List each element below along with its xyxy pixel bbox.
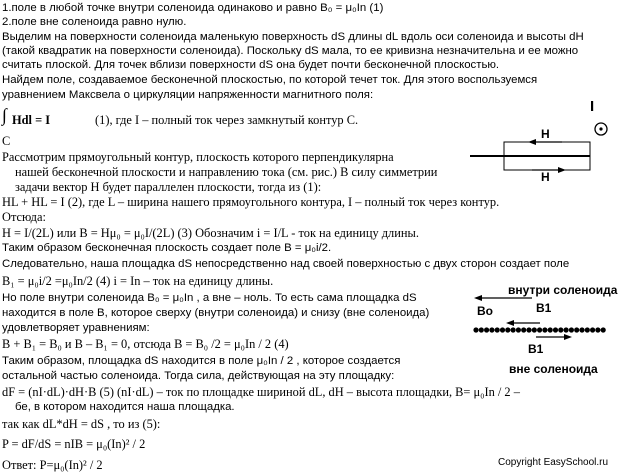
surface-dot <box>548 327 553 332</box>
answer-line: Ответ: P=μ₀(In)² / 2 <box>2 458 103 472</box>
surface-dot <box>564 327 569 332</box>
text-line-25: dF = (nI·dL)·dH·B (5) (nI·dL) – ток по площадке шириной dL, dH – высота площадки, B= μ₀In / 2 – <box>2 385 520 399</box>
surface-dot <box>516 327 521 332</box>
b0-label: Bo <box>477 304 493 318</box>
inside-arrowhead <box>474 295 482 301</box>
surface-dot <box>558 327 563 332</box>
b1-label-bottom: B1 <box>528 342 544 356</box>
text-line-1: 1.поле в любой точке внутри соленоида одинаково и равно B₀ = μ₀In (1) <box>2 2 384 14</box>
contour-label: С <box>2 134 11 148</box>
surface-dot <box>579 327 584 332</box>
surface-dot <box>542 327 547 332</box>
surface-dot <box>511 327 516 332</box>
surface-dot <box>521 327 526 332</box>
text-line-23: Таким образом, площадка dS находится в поле μ₀In / 2 , которое создается <box>2 355 401 367</box>
text-line-26: бе, в котором находится наша площадка. <box>15 401 235 413</box>
text-line-17: Следовательно, наша площадка dS непосредственно над своей поверхностью с двух сторон создает поле <box>2 258 570 270</box>
text-line-12: задачи вектор H будет параллелен плоскости, тогда из (1): <box>15 180 322 194</box>
text-line-16: Таким образом бесконечная плоскость создает поле B = μ₀i/2. <box>2 242 332 254</box>
text-line-19: Но поле внутри соленоида B₀ = μ₀In , а вне – ноль. То есть сама площадка dS <box>2 292 417 304</box>
text-line-7: уравнением Максвела о циркуляции напряженности магнитного поля: <box>2 89 374 101</box>
current-out-dot <box>599 127 602 130</box>
b1-arrowhead-top <box>506 320 514 326</box>
surface-dots <box>473 327 605 332</box>
h-label-top: H <box>541 127 550 141</box>
text-line-18: B₁ = μ₀i/2 =μ₀In/2 (4) i = In – ток на единицу длины. <box>2 274 274 288</box>
integral-sign: ∫ <box>2 105 7 125</box>
text-line-28: P = dF/dS = nIB = μ₀(In)² / 2 <box>2 437 146 451</box>
h-label-bottom: H <box>541 170 550 184</box>
outside-solenoid-label: вне соленоида <box>509 362 598 376</box>
text-line-21: удовлетворяет уравнениям: <box>2 322 150 334</box>
surface-dot <box>590 327 595 332</box>
surface-dot <box>569 327 574 332</box>
surface-dot <box>585 327 590 332</box>
h-arrowhead-top <box>528 139 536 145</box>
surface-dot <box>473 327 478 332</box>
b1-label-top: B1 <box>536 301 552 315</box>
surface-dot <box>595 327 600 332</box>
surface-dot <box>526 327 531 332</box>
surface-dot <box>495 327 500 332</box>
surface-dot <box>500 327 505 332</box>
text-line-27: так как dL*dH = dS , то из (5): <box>2 417 161 431</box>
surface-dot <box>537 327 542 332</box>
surface-dot <box>601 327 606 332</box>
text-line-15: H = I/(2L) или B = Hμ₀ = μ₀I/(2L) (3) Обозначим i = I/L - ток на единицу длины. <box>2 226 419 240</box>
text-line-10: Рассмотрим прямоугольный контур, плоскость которого перпендикулярна <box>2 150 394 164</box>
surface-dot <box>574 327 579 332</box>
circulation-note: (1), где I – полный ток через замкнутый контур С. <box>95 113 359 127</box>
text-line-14: Отсюда: <box>2 210 46 224</box>
text-line-20: находится в поле B, которое сверху (внутри соленоида) и снизу (вне соленоида) <box>2 307 430 319</box>
h-arrowhead-bottom <box>558 167 566 173</box>
copyright-text: Copyright EasySchool.ru <box>498 457 609 468</box>
text-line-11: нашей бесконечной плоскости и направлению тока (см. рис.) В силу симметрии <box>15 165 438 179</box>
current-label: I <box>590 98 595 115</box>
text-line-24: остальной частью соленоида. Тогда сила, действующая на эту площадку: <box>2 370 395 382</box>
text-line-4: (такой квадратик на поверхности соленоида). Поскольку dS мала, то ее кривизна незначительна и ее можно <box>2 45 579 57</box>
text-line-6: Найдем поле, создаваемое бесконечной плоскостью, по которой течет ток. Для этого воспользуемся <box>2 74 538 86</box>
surface-dot <box>505 327 510 332</box>
surface-dot <box>532 327 537 332</box>
text-line-13: HL + HL = I (2), где L – ширина нашего прямоугольного контура, I – полный ток через контур. <box>2 195 500 209</box>
circulation-formula: Hdl = I <box>12 113 51 127</box>
inside-solenoid-label: внутри соленоида <box>508 283 618 297</box>
text-line-2: 2.поле вне соленоида равно нулю. <box>2 16 187 28</box>
text-line-22: B + B₁ = B₀ и B – B₁ = 0, отсюда B = B₀ /2 = μ₀In / 2 (4) <box>2 337 289 351</box>
text-line-5: считать плоской. Для точек вблизи поверхности dS она будет почти бесконечной плоскостью. <box>2 59 500 71</box>
surface-dot <box>479 327 484 332</box>
surface-dot <box>553 327 558 332</box>
surface-dot <box>484 327 489 332</box>
text-line-3: Выделим на поверхности соленоида маленькую поверхность dS длины dL вдоль оси соленоида и высоты dH <box>2 31 584 43</box>
b1-arrowhead-bottom <box>564 334 572 340</box>
surface-dot <box>489 327 494 332</box>
